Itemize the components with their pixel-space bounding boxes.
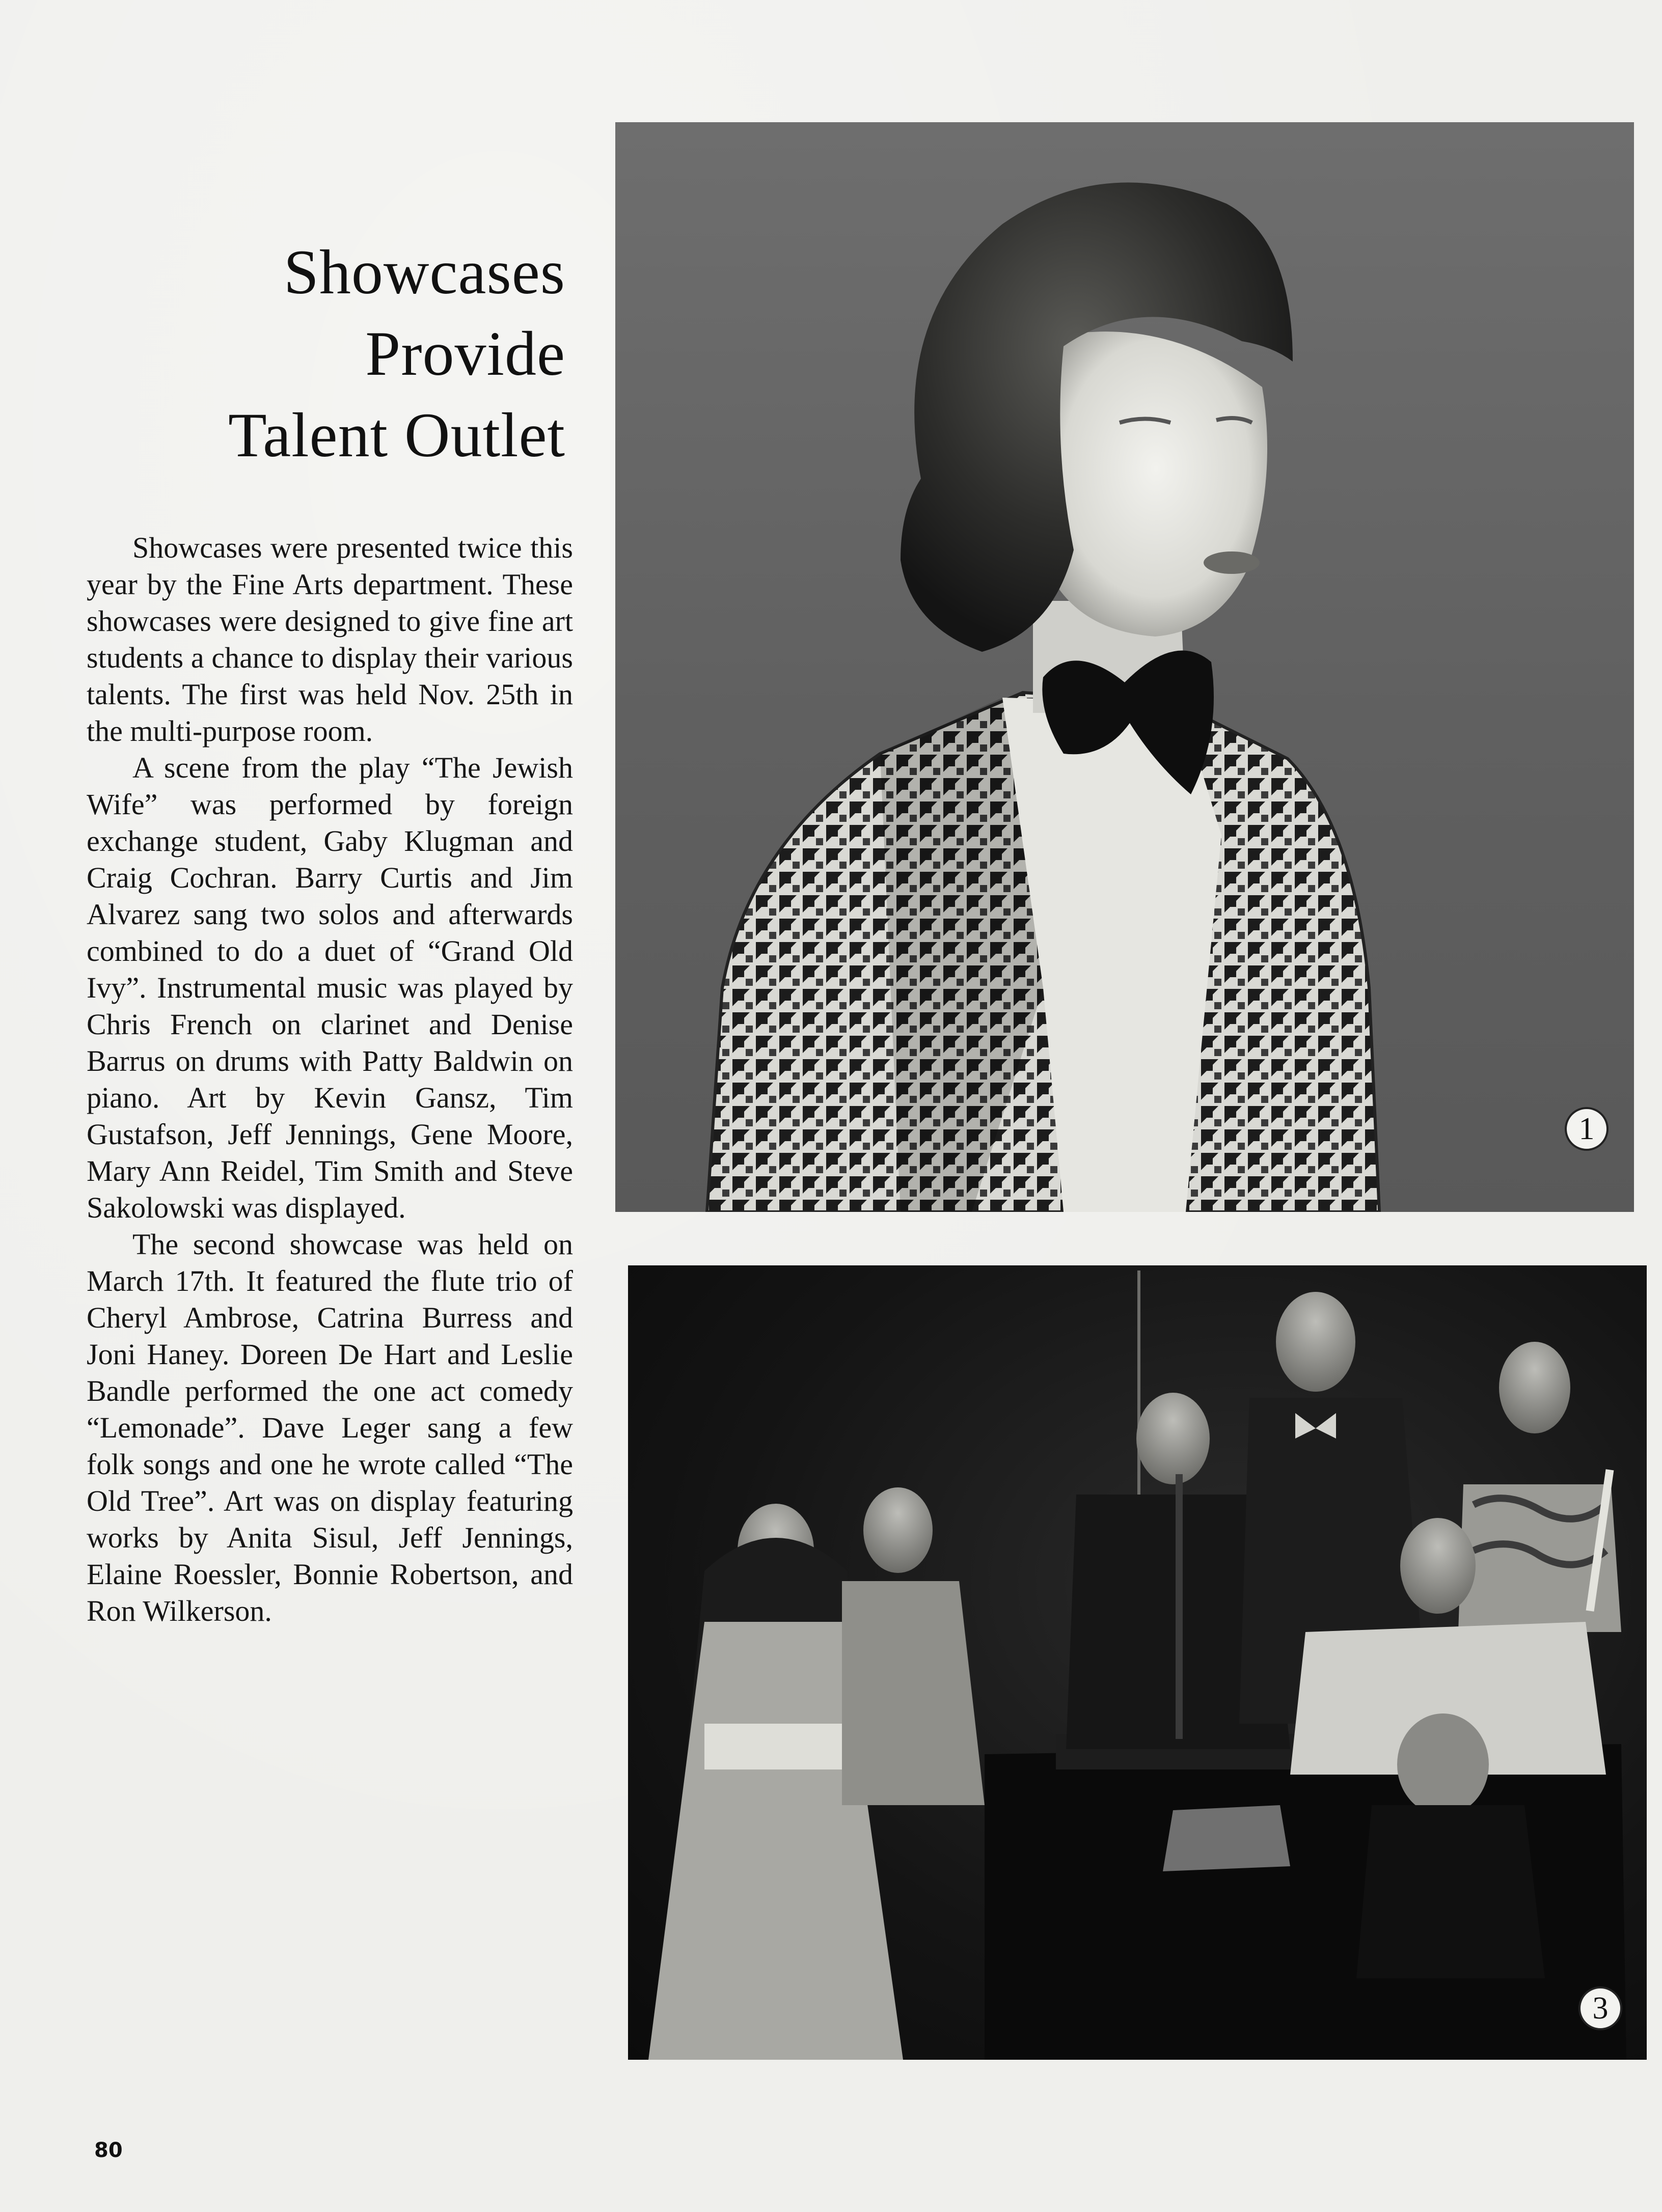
headline-line-1: Showcases — [283, 237, 565, 307]
photo-number-badge: 3 — [1578, 1986, 1622, 2030]
article-headline — [76, 232, 565, 476]
photo-singer-portrait — [615, 122, 1634, 1212]
headline-line-2: Provide — [365, 319, 565, 389]
singer-illustration — [615, 122, 1634, 1212]
page-number: 80 — [94, 2139, 123, 2162]
performers-illustration — [628, 1265, 1647, 2060]
article-body — [87, 530, 573, 1629]
body-paragraph-3: The second showcase was held on March 17th. It featured the flute trio of Cheryl Ambrose, Catrina Burress and Joni Haney. Doreen De Hart and Leslie Bandle performed the one act comedy “Lemonade”. Dave Leger sang a few folk songs and one he wrote called “The Old Tree”. Art was on display featuring works by Anita Sisul, Jeff Jennings, Elaine Roessler, Bonnie Robertson, and Ron Wilkerson. — [87, 1228, 573, 1627]
photo-performers-group — [628, 1265, 1647, 2060]
headline-line-3: Talent Outlet — [228, 400, 565, 470]
body-paragraph-1: Showcases were presented twice this year by the Fine Arts department. These showcases were designed to give fine art students a chance to display their various talents. The first was held Nov. 25th in the multi-purpose room. — [87, 531, 573, 748]
photo-number-badge: 1 — [1565, 1107, 1609, 1151]
body-paragraph-2: A scene from the play “The Jewish Wife” was performed by foreign exchange student, Gaby Klugman and Craig Cochran. Barry Curtis and Jim Alvarez sang two solos and afterwards combined to do a duet of “Grand Old Ivy”. Instrumental music was played by Chris French on clarinet and Denise Barrus on drums with Patty Baldwin on piano. Art by Kevin Gansz, Tim Gustafson, Jeff Jennings, Gene Moore, Mary Ann Reidel, Tim Smith and Steve Sakolowski was displayed. — [87, 751, 573, 1224]
